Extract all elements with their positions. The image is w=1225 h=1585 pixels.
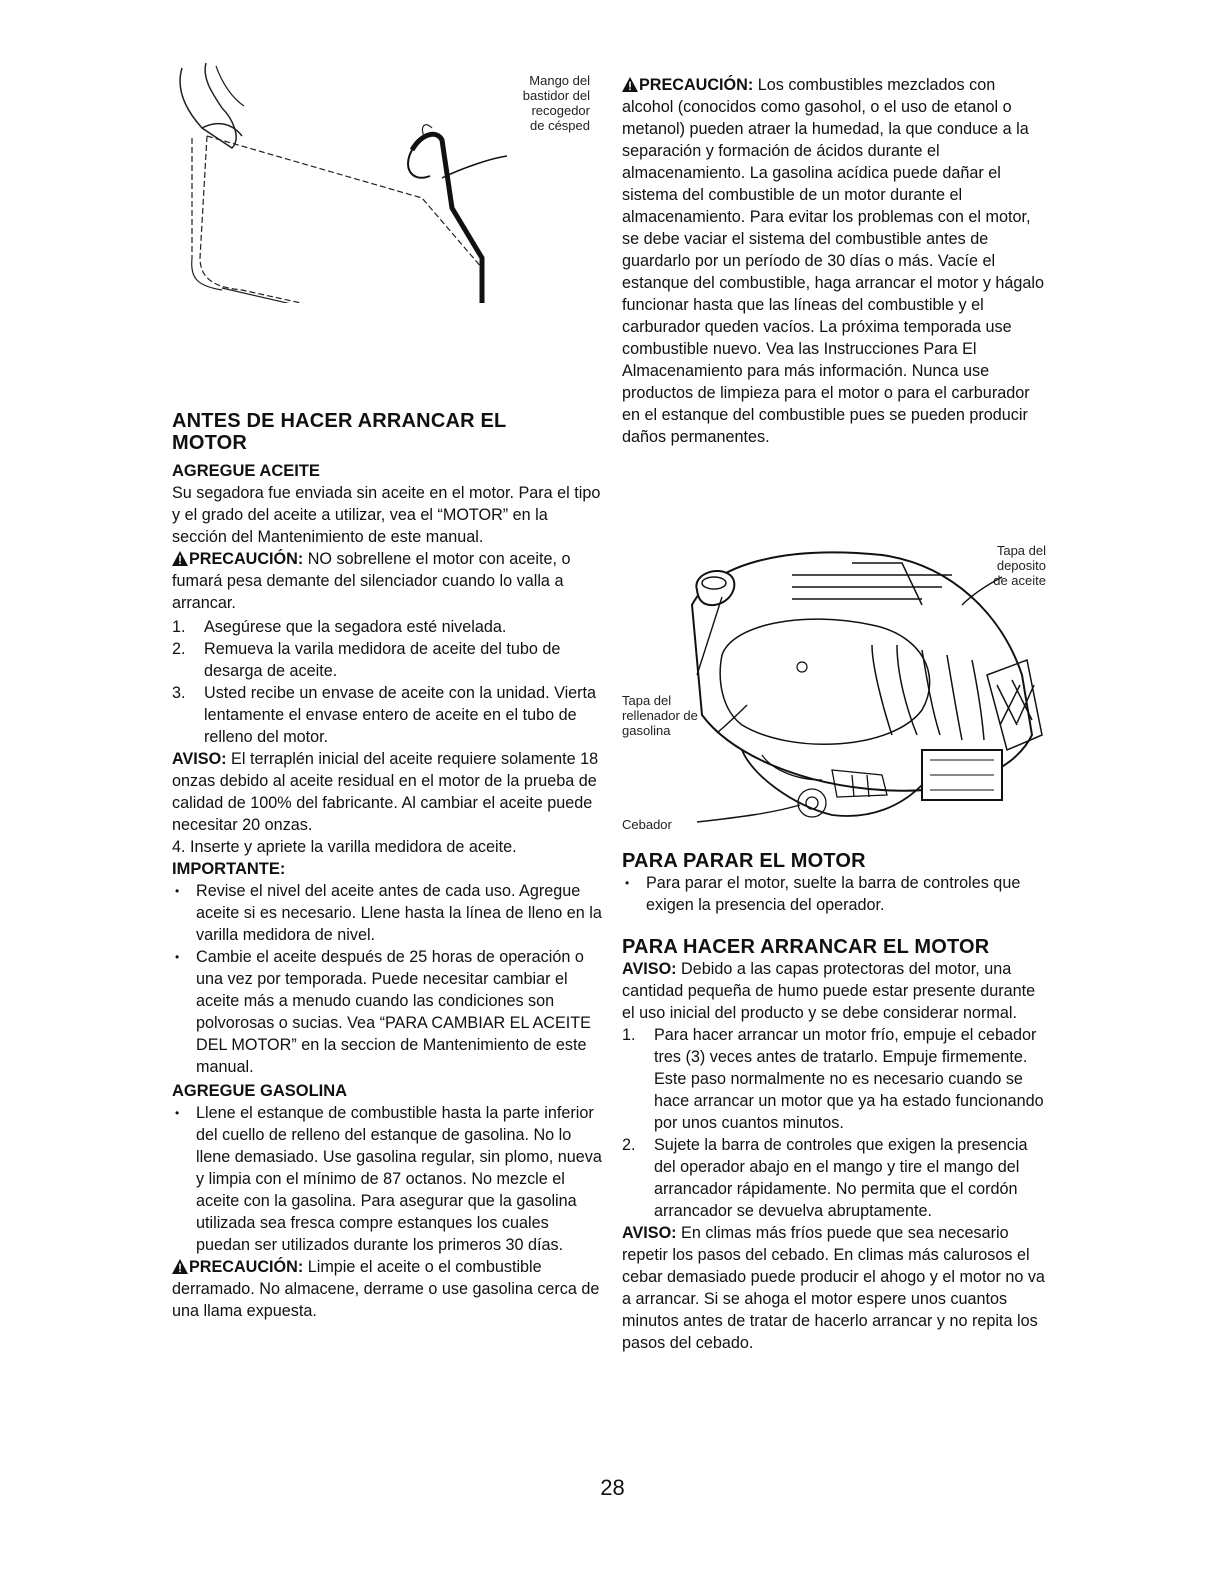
notice-text: En climas más fríos puede que sea necesario repetir los pasos del cebado. En climas más calurosos el cebar demasiado puede producir el ahogo y el motor no va a arrancar. Si se ahoga el motor espere unos cuantos minutos antes de tratar de hacerlo arrancar y no repita los pasos del cebado. (622, 1224, 1045, 1352)
caution-text: Los combustibles mezclados con alcohol (conocidos como gasohol, o el uso de etanol o metanol) pueden atraer la humedad, la que conduce a la separación y formación de ácidos durante el almacenamiento. La gasolina acídica puede dañar el sistema del combustible de un motor durante el almacenamiento. Para evitar los problemas con el motor, se debe vaciar el sistema del combustible antes de guardarlo por un período de 30 días o más. Vacíe el estanque del combustible, haga arrancar el motor y hágalo funcionar hasta que las líneas del combustible y el carburador queden vacíos. La próxima temporada use combustible nuevo. Vea las Instrucciones Para El Almacenamiento para más información. Nunca use productos de limpieza para el motor o para el carburador en el estanque del combustible pues se pueden producir daños permanentes. (622, 76, 1045, 446)
list-item (622, 1134, 1046, 1222)
caution-label: PRECAUCIÓN: (189, 1258, 304, 1276)
primer-label: Cebador (622, 817, 672, 832)
section-heading-stop-engine: PARA PARAR EL MOTOR (622, 850, 866, 872)
section-heading-start-engine: PARA HACER ARRANCAR EL MOTOR (622, 936, 990, 958)
caution-text: Limpie el aceite o el combustible derramado. No almacene, derrame o use gasolina cerca de una llama expuesta. (172, 1258, 600, 1320)
step-text: Sujete la barra de controles que exigen la presencia del operador abajo en el mango y tire el mango del arrancador rápidamente. No permita que el cordón arrancador se devuelva abruptamente. (654, 1136, 1028, 1220)
notice-oil-amount (172, 748, 602, 836)
step-number: 2. (622, 1136, 636, 1154)
caution-alcohol-fuel (622, 74, 1046, 448)
grass-catcher-figure (162, 58, 602, 303)
heading-line: ANTES DE HACER ARRANCAR EL (172, 410, 507, 432)
step-text: Asegúrese que la segadora esté nivelada. (204, 618, 507, 636)
list-item (172, 682, 602, 748)
step-text: Remueva la varila medidora de aceite del tubo de desarga de aceite. (204, 640, 561, 680)
notice-protective-coatings (622, 958, 1046, 1024)
subheading-add-gasoline: AGREGUE GASOLINA (172, 1082, 348, 1100)
notice-label: AVISO: (622, 1224, 677, 1242)
caution-label: PRECAUCIÓN: (189, 550, 304, 568)
step-number: 4. (172, 838, 186, 856)
figure2-label-line: Tapa del (996, 543, 1046, 558)
subheading-add-oil: AGREGUE ACEITE (172, 462, 320, 480)
figure1-label-line: recogedor (531, 103, 590, 118)
figure2-label-line: de aceite (993, 573, 1046, 588)
figure2-label-line: gasolina (622, 723, 671, 738)
grass-catcher-frame-handle-label (502, 73, 590, 133)
step-number: 1. (622, 1026, 636, 1044)
oil-step-4-list (172, 836, 602, 858)
warning-triangle-icon (172, 551, 188, 566)
oil-steps-list (172, 616, 602, 748)
step-number: 2. (172, 640, 186, 658)
figure1-label-line: Mango del (529, 73, 590, 88)
left-text-flow (172, 410, 602, 1322)
step-text: Inserte y apriete la varilla medidora de aceite. (190, 838, 517, 856)
engine-figure (622, 535, 1054, 840)
list-item: • Llene el estanque de combustible hasta la parte inferior del cuello de relleno del estanque de gasolina. No lo llene demasiado. Use gasolina regular, sin plomo, nueva y limpia con el mínimo de 87 octanos. No mezcle el aceite con la gasolina. Para asegurar que la gasolina utilizada sea fresca compre estanques los cuales puedan ser utilizados durante los primeros 30 días. (172, 1102, 602, 1256)
gas-filler-cap-label (622, 693, 698, 738)
caution-text: NO sobrellene el motor con aceite, o fumará pesa demante del silenciador cuando lo valla a arrancar. (172, 550, 571, 612)
list-item (172, 616, 602, 638)
important-bullet-list (172, 880, 602, 1078)
oil-reservoir-cap-label (984, 543, 1046, 588)
figure1-label-line: de césped (530, 118, 590, 133)
figure2-label-line: Tapa del (622, 693, 672, 708)
step-number: 3. (172, 684, 186, 702)
list-item: • Revise el nivel del aceite antes de cada uso. Agregue aceite si es necesario. Llene hasta la línea de lleno en la varilla medidora de nivel. (172, 880, 602, 946)
figure2-label-line: rellenador de (622, 708, 698, 723)
oil-intro-paragraph: Su segadora fue enviada sin aceite en el motor. Para el tipo y el grado del aceite a utilizar, vea el “MOTOR” en la sección del Mantenimiento de este manual. (172, 484, 601, 546)
list-item (172, 638, 602, 682)
subheading-important: IMPORTANTE: (172, 860, 286, 878)
figure1-label-line: bastidor del (522, 88, 590, 103)
heading-line: MOTOR (172, 432, 248, 454)
step-text: Para hacer arrancar un motor frío, empuje el cebador tres (3) veces antes de tratarlo. Empuje firmemente. Este paso normalmente no es necesario cuando se hace arrancar un motor que ya ha estado funcionando por unos cuantos minutos. (654, 1026, 1044, 1132)
stop-engine-bullet-list (622, 872, 1046, 916)
list-item (622, 1024, 1046, 1134)
notice-label: AVISO: (622, 960, 677, 978)
gasoline-bullet-list (172, 1102, 602, 1256)
notice-cold-climate (622, 1222, 1046, 1354)
caution-spilled-fuel (172, 1256, 602, 1322)
figure2-label-line: deposito (996, 558, 1046, 573)
page-number: 28 (600, 1475, 625, 1500)
start-engine-steps-list (622, 1024, 1046, 1222)
caution-label: PRECAUCIÓN: (639, 76, 754, 94)
list-item: • Para parar el motor, suelte la barra de controles que exigen la presencia del operador. (622, 872, 1046, 916)
notice-text: Debido a las capas protectoras del motor, una cantidad pequeña de humo puede estar presente durante el uso inicial del producto y se debe considerar normal. (622, 960, 1036, 1022)
list-item (172, 836, 602, 858)
warning-triangle-icon (172, 1259, 188, 1274)
section-heading-before-starting (172, 410, 602, 454)
step-text: Usted recibe un envase de aceite con la unidad. Vierta lentamente el envase entero de aceite en el tubo de relleno del motor. (204, 684, 597, 746)
notice-label: AVISO: (172, 750, 227, 768)
warning-triangle-icon (622, 77, 638, 92)
list-item: • Cambie el aceite después de 25 horas de operación o una vez por temporada. Puede necesitar cambiar el aceite más a menudo cuando las condiciones son polvorosas o sucias. Vea “PARA CAMBIAR EL ACEITE DEL MOTOR” en la seccion de Mantenimiento de este manual. (172, 946, 602, 1078)
caution-oil-overfill (172, 548, 602, 614)
right-text-flow (622, 850, 1046, 1354)
step-number: 1. (172, 618, 186, 636)
notice-text: El terraplén inicial del aceite requiere solamente 18 onzas debido al aceite residual en el motor de la prueba de calidad de 100% del fabricante. Al cambiar el aceite puede necesitar 20 onzas. (172, 750, 599, 834)
